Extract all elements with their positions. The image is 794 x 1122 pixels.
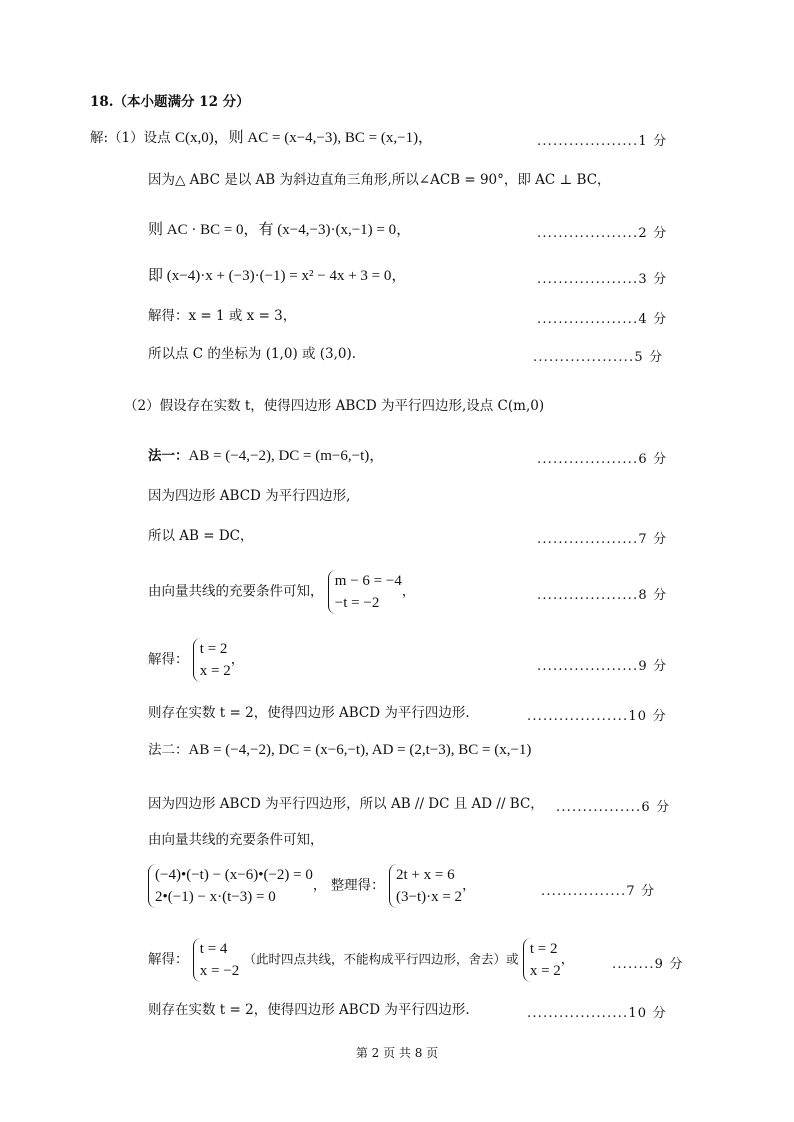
- m1-line5: 解得： t = 2 x = 2，: [148, 638, 244, 682]
- m1-line4: 由向量共线的充要条件可知， m − 6 = −4 −t = −2，: [148, 570, 415, 614]
- m2-line6: 则存在实数 t = 2，使得四边形 ABCD 为平行四边形.: [148, 1002, 470, 1018]
- m2-l1-math: AB = (−4,−2), DC = (x−6,−t), AD = (2,t−3), BC = (x,−1): [188, 742, 532, 758]
- sys-eq: t = 4: [199, 941, 228, 957]
- score-10a: ...................10 分: [527, 709, 667, 724]
- sys-eq: 2t + x = 6: [395, 867, 455, 883]
- m2-l4-system-b: [389, 864, 462, 908]
- m2-l4-mid: 整理得：: [330, 877, 385, 894]
- m2-l5-system-a: [193, 938, 239, 982]
- score-6b: ................6 分: [556, 800, 671, 815]
- sys-eq: (−4)•(−t) − (x−6)•(−2) = 0: [155, 867, 313, 883]
- m1-line3: 所以 AB = DC，: [148, 528, 254, 544]
- p1-line1: [90, 128, 433, 148]
- m2-l4-system-a: [148, 864, 313, 908]
- score-7b: ................7 分: [541, 884, 656, 899]
- p1-line2: 因为△ ABC 是以 AB 为斜边直角三角形,所以∠ACB = 90°，即 AC ⊥ BC，: [148, 172, 611, 188]
- sys-eq: x = 2: [529, 963, 561, 979]
- m2-label: 法二：: [148, 742, 189, 758]
- score-9a: ...................9 分: [537, 659, 668, 674]
- m1-l5-system: [193, 638, 231, 682]
- m1-l5-text: 解得：: [148, 651, 189, 668]
- m1-line6: 则存在实数 t = 2，使得四边形 ABCD 为平行四边形.: [148, 705, 470, 721]
- score-1: ...................1 分: [537, 134, 668, 149]
- sys-eq: −t = −2: [334, 595, 380, 611]
- score-5: ...................5 分: [533, 350, 664, 365]
- sys-eq: 2•(−1) − x·(t−3) = 0: [155, 889, 276, 905]
- sys-eq: (3−t)·x = 2: [395, 889, 463, 905]
- m1-line2: 因为四边形 ABCD 为平行四边形,: [148, 488, 351, 504]
- page-footer: 第 2 页 共 8 页: [355, 1046, 439, 1060]
- p1-line3: 则 AC · BC = 0，有 (x−4,−3)·(x,−1) = 0，: [148, 222, 412, 238]
- m1-label: 法一：: [148, 448, 189, 464]
- m1-l1-math: AB = (−4,−2), DC = (m−6,−t)，: [188, 448, 385, 464]
- p1-label: 解:（1）设点: [90, 130, 171, 146]
- m2-l5-system-b: [523, 938, 561, 982]
- m1-line1: [148, 446, 384, 466]
- sys-eq: x = 2: [199, 663, 231, 679]
- score-3: ...................3 分: [537, 272, 668, 287]
- score-6a: ...................6 分: [537, 452, 668, 467]
- sys-eq: t = 2: [529, 941, 558, 957]
- m2-l5-text: 解得：: [148, 951, 189, 968]
- score-9b: ........9 分: [612, 957, 684, 972]
- score-7a: ...................7 分: [537, 532, 668, 547]
- p1-line4: 即 (x−4)·x + (−3)·(−1) = x² − 4x + 3 = 0，: [148, 268, 407, 284]
- m2-line2: 因为四边形 ABCD 为平行四边形，所以 AB // DC 且 AD // BC，: [148, 796, 544, 812]
- sys-eq: t = 2: [199, 641, 228, 657]
- m2-line3: 由向量共线的充要条件可知，: [148, 832, 324, 848]
- m1-l4-text: 由向量共线的充要条件可知，: [148, 583, 324, 600]
- m1-l4-system: [328, 570, 402, 614]
- sys-eq: m − 6 = −4: [334, 573, 402, 589]
- score-10b: ...................10 分: [527, 1006, 667, 1021]
- score-4: ...................4 分: [537, 312, 668, 327]
- m2-line1: [148, 740, 531, 760]
- m2-line5: 解得： t = 4 x = −2 （此时四点共线，不能构成平行四边形，舍去）或 t = 2 x = 2，: [148, 938, 574, 982]
- m2-l5-note: （此时四点共线，不能构成平行四边形，舍去）或: [243, 951, 519, 967]
- p1-l1-math: C(x,0)，则 AC = (x−4,−3), BC = (x,−1)，: [174, 130, 434, 146]
- sys-eq: x = −2: [199, 963, 240, 979]
- p1-line6: 所以点 C 的坐标为 (1,0) 或 (3,0).: [148, 346, 357, 362]
- p2-intro: （2）假设存在实数 t，使得四边形 ABCD 为平行四边形,设点 C(m,0): [124, 398, 545, 414]
- m2-line4: (−4)•(−t) − (x−6)•(−2) = 0 2•(−1) − x·(t−3) = 0， 整理得： 2t + x = 6 (3−t)·x = 2，: [148, 864, 476, 908]
- p1-line5: 解得：x = 1 或 x = 3，: [148, 308, 297, 324]
- question-title: 18.（本小题满分 12 分）: [90, 94, 250, 110]
- score-2: ...................2 分: [537, 226, 668, 241]
- score-8a: ...................8 分: [537, 588, 668, 603]
